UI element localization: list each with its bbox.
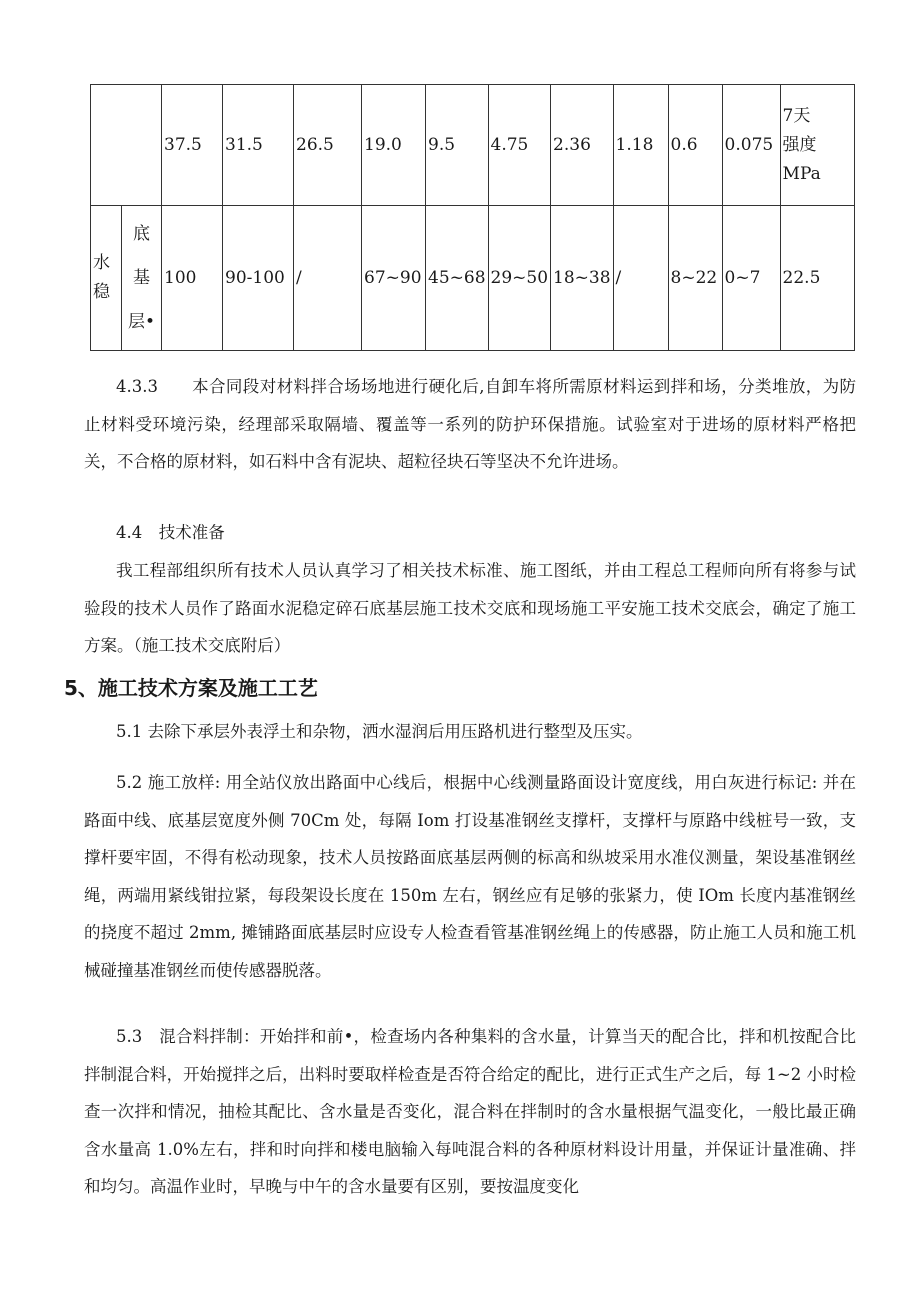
- sieve-size-cell: 37.5: [162, 85, 223, 206]
- sieve-size-cell: 0.075: [722, 85, 780, 206]
- category-char: 水: [93, 253, 110, 273]
- passing-cell: 67~90: [362, 206, 426, 351]
- table-header-row: [91, 85, 855, 206]
- strength-value-cell: 22.5: [780, 206, 854, 351]
- sieve-size-cell: 9.5: [426, 85, 489, 206]
- sieve-size-cell: 0.6: [668, 85, 722, 206]
- strength-header-cell: [780, 85, 854, 206]
- heading-4-4: 4.4 技术准备: [116, 523, 225, 542]
- layer-char: 基: [133, 268, 150, 288]
- paragraph-4-4: 我工程部组织所有技术人员认真学习了相关技术标准、施工图纸，并由工程总工程师向所有将参与试验段的技术人员作了路面水泥稳定碎石底基层施工技术交底和现场施工平安施工技术交底会，确定了施工方案。（施工技术交底附后）: [84, 561, 856, 655]
- passing-cell: 8~22: [668, 206, 722, 351]
- layer-char: 层•: [127, 312, 156, 332]
- table-data-row: [91, 206, 855, 351]
- sieve-size-cell: 1.18: [613, 85, 668, 206]
- passing-cell: 45~68: [426, 206, 489, 351]
- sieve-size-cell: 19.0: [362, 85, 426, 206]
- paragraph-5-2: 5.2 施工放样: 用全站仪放出路面中心线后，根据中心线测量路面设计宽度线，用白灰进行标记: 并在路面中线、底基层宽度外侧 70Cm 处，每隔 Iom 打设基准钢丝支撑杆，支撑杆与原路中线桩号一致，支撑杆要牢固，不得有松动现象，技术人员按路面底基层两侧的标高和纵坡采用水准仪测量，架设基准钢丝绳，两端用紧线钳拉紧，每段架设长度在 150m 左右，钢丝应有足够的张紧力，使 IOm 长度内基准钢丝的挠度不超过 2mm, 摊铺路面底基层时应设专人检查看管基准钢丝绳上的传感器，防止施工人员和施工机械碰撞基准钢丝而使传感器脱落。: [84, 773, 856, 980]
- paragraph-5-1: 5.1 去除下承层外表浮土和杂物，洒水湿润后用压路机进行整型及压实。: [116, 722, 643, 741]
- strength-header-line: 强度: [782, 134, 817, 155]
- passing-cell: 18~38: [551, 206, 614, 351]
- gradation-table: [90, 84, 855, 351]
- sieve-size-cell: 31.5: [223, 85, 294, 206]
- sieve-size-cell: 26.5: [294, 85, 362, 206]
- passing-cell: /: [294, 206, 362, 351]
- passing-cell: 29~50: [488, 206, 551, 351]
- sieve-size-cell: 4.75: [488, 85, 551, 206]
- passing-cell: 0~7: [722, 206, 780, 351]
- strength-header-line: 7天: [782, 105, 811, 126]
- passing-cell: 90-100: [223, 206, 294, 351]
- header-empty-cell: [91, 85, 162, 206]
- sieve-size-cell: 2.36: [551, 85, 614, 206]
- section-5-heading: 5、施工技术方案及施工工艺: [64, 676, 318, 700]
- category-char: 稳: [93, 282, 110, 302]
- category-cell: [91, 206, 122, 351]
- passing-cell: /: [613, 206, 668, 351]
- layer-cell: [122, 206, 162, 351]
- paragraph-4-3-3: 4.3.3 本合同段对材料拌合场场地进行硬化后,自卸车将所需原材料运到拌和场，分类堆放，为防止材料受环境污染，经理部采取隔墙、覆盖等一系列的防护环保措施。试验室对于进场的原材料严格把关，不合格的原材料，如石料中含有泥块、超粒径块石等坚决不允许进场。: [84, 377, 856, 471]
- passing-cell: 100: [162, 206, 223, 351]
- strength-header-line: MPa: [782, 163, 821, 184]
- layer-char: 底: [133, 224, 150, 244]
- paragraph-5-3: 5.3 混合料拌制：开始拌和前•，检查场内各种集料的含水量，计算当天的配合比，拌和机按配合比拌制混合料，开始搅拌之后，出料时要取样检查是否符合给定的配比，进行正式生产之后，每 1~2 小时检查一次拌和情况，抽检其配比、含水量是否变化，混合料在拌制时的含水量根据气温变化，一般比最正确含水量高 1.0%左右，拌和时向拌和楼电脑输入每吨混合料的各种原材料设计用量，并保证计量准确、拌和均匀。高温作业时，早晚与中午的含水量要有区别，要按温度变化: [84, 1027, 856, 1196]
